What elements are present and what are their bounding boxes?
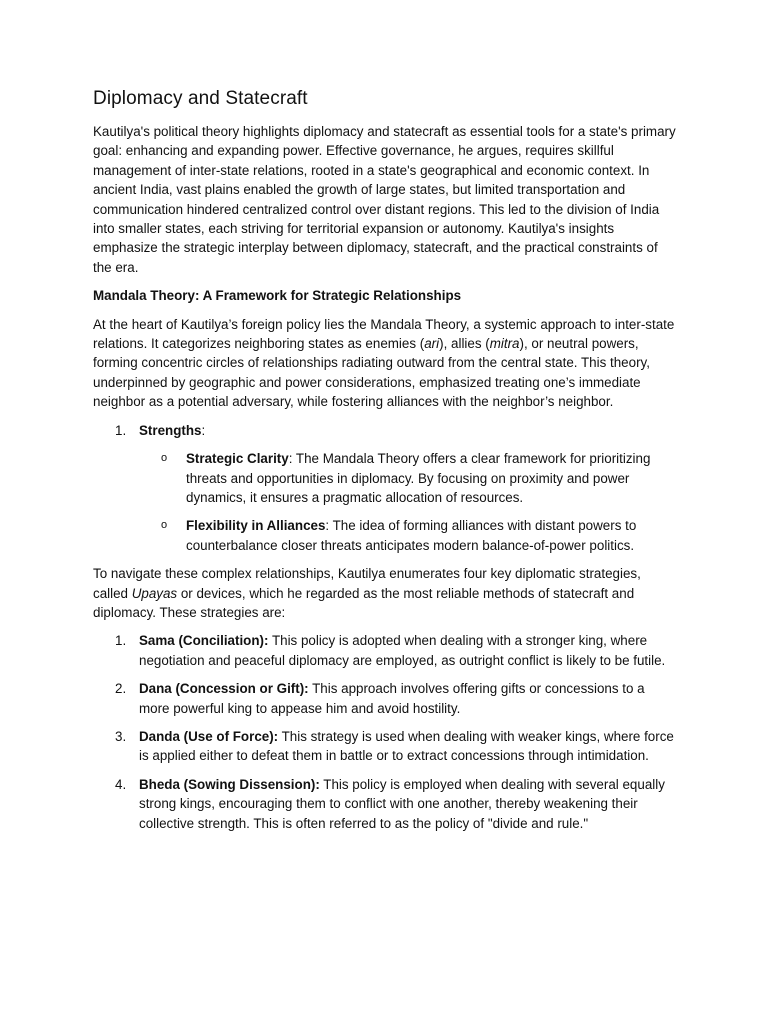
list-item-label: Dana (Concession or Gift): <box>139 681 309 697</box>
list-number: 1. <box>115 422 127 438</box>
term-upayas: Upayas <box>131 585 178 601</box>
sublist-item-text: : The idea of forming alliances with distant powers to counterbalance closer threats anticipates modern balance-of-power politics. <box>186 518 637 553</box>
sublist-item-label: Strategic Clarity <box>186 451 289 467</box>
list-item-dana <box>93 679 678 718</box>
list-item-label: Bheda (Sowing Dissension): <box>139 776 320 792</box>
upayas-text-2: or devices, which he regarded as the most reliable methods of statecraft and diplomacy. These strategies are: <box>93 585 635 620</box>
term-ari: ari <box>424 336 440 352</box>
mandala-text-1: At the heart of Kautilya’s foreign policy lies the Mandala Theory, a systemic approach to inter-state relations. It categorizes neighboring states as enemies ( <box>93 316 675 352</box>
list-number: 3. <box>115 728 127 744</box>
list-number: 4. <box>115 776 127 792</box>
strengths-label: Strengths <box>139 422 202 438</box>
list-number: 2. <box>115 681 127 697</box>
list-item-sama <box>93 631 678 670</box>
list-item-label: Sama (Conciliation): <box>139 633 269 649</box>
sublist-item-strategic-clarity <box>139 449 678 507</box>
hollow-bullet-icon: o <box>161 519 168 532</box>
strengths-sublist <box>139 449 678 555</box>
mandala-text-2: ), allies ( <box>439 336 490 352</box>
sublist-item-flexibility <box>139 516 678 555</box>
list-item-strengths <box>93 421 678 555</box>
list-item-text: This policy is employed when dealing with several equally strong kings, encouraging them to conflict with one another, thereby weakening their collective strength. This is often referred to as the policy of "divide and rule." <box>139 776 665 831</box>
list-item-danda <box>93 727 678 766</box>
list-item-text: This strategy is used when dealing with weaker kings, where force is applied either to defeat them in battle or to extract concessions through intimidation. <box>139 728 674 764</box>
upayas-list <box>93 631 678 833</box>
section-heading-mandala: Mandala Theory: A Framework for Strategic Relationships <box>93 288 462 304</box>
strengths-list <box>93 421 678 555</box>
upayas-text-1: To navigate these complex relationships, Kautilya enumerates four key diplomatic strategies, called <box>93 566 641 601</box>
list-number: 1. <box>115 633 127 649</box>
list-item-bheda <box>93 775 678 833</box>
term-mitra: mitra <box>489 336 520 352</box>
sublist-item-text: : The Mandala Theory offers a clear framework for prioritizing threats and opportunities in diplomacy. By focusing on proximity and power dynamics, it ensures a pragmatic allocation of resources. <box>186 451 651 505</box>
sublist-item-label: Flexibility in Alliances <box>186 518 326 534</box>
page-title: Diplomacy and Statecraft <box>93 88 308 109</box>
list-item-text: This approach involves offering gifts or concessions to a more powerful king to appease him and avoid hostility. <box>139 681 645 716</box>
strengths-colon: : <box>201 422 206 438</box>
list-item-text: This policy is adopted when dealing with a stronger king, where negotiation and peaceful diplomacy are employed, as outright conflict is likely to be futile. <box>139 633 666 668</box>
mandala-paragraph <box>93 315 678 412</box>
intro-paragraph: Kautilya's political theory highlights diplomacy and statecraft as essential tools for a state's primary goal: enhancing and expanding power. Effective governance, he argues, requires skillful management of inter-state relations, rooted in a state's geographical and economic context. In ancient India, vast plains enabled the growth of large states, but limited transportation and communication hindered centralized control over distant regions. This led to the division of India into smaller states, each striving for territorial expansion or autonomy. Kautilya's insights emphasize the strategic interplay between diplomacy, statecraft, and the practical constraints of the era. <box>93 124 676 275</box>
list-item-label: Danda (Use of Force): <box>139 728 279 744</box>
mandala-text-3: ), or neutral powers, forming concentric circles of relationships radiating outward from the central state. This theory, underpinned by geographic and power considerations, emphasized treating one’s immediate neighbor as a potential adversary, while fostering alliances with the neighbor’s neighbor. <box>93 336 650 410</box>
hollow-bullet-icon: o <box>161 452 168 465</box>
upayas-intro-paragraph <box>93 564 678 622</box>
